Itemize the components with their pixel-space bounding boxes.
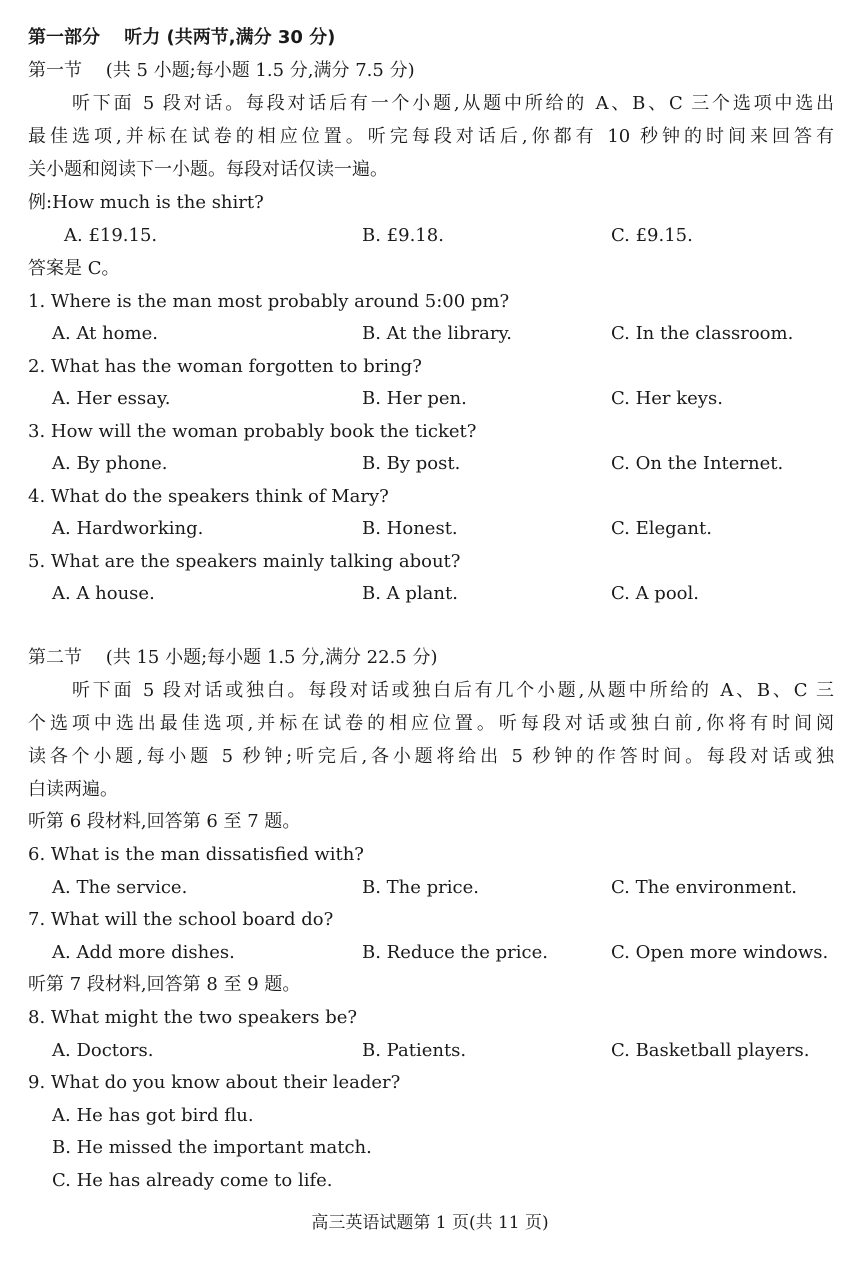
option-a: A. Add more dishes. [52,942,235,963]
option-b: B. The price. [362,877,479,898]
question-4: 4. What do the speakers think of Mary? [28,486,389,507]
option-b: B. Patients. [362,1040,467,1061]
example-option-c: C. £9.15. [611,225,693,246]
question-1: 1. Where is the man most probably around 5:00 pm? [28,291,510,312]
option-a: A. Her essay. [52,388,171,409]
question-8: 8. What might the two speakers be? [28,1007,358,1028]
question-9-option-c [0,1165,860,1197]
option-c: C. Open more windows. [611,942,829,963]
option-a: A. Hardworking. [52,518,204,539]
question-3: 3. How will the woman probably book the ticket? [28,421,477,442]
option-a: A. A house. [52,583,155,604]
section2-instruction-line-1: 听下面 5 段对话或独白。每段对话或独白后有几个小题,从题中所给的 A、B、C 三 [72,680,834,701]
option-a: A. He has got bird flu. [52,1105,254,1126]
option-c: C. Basketball players. [611,1040,810,1061]
option-a: A. At home. [52,323,158,344]
question-5: 5. What are the speakers mainly talking about? [28,551,461,572]
question-7-options [0,937,860,969]
example-question: 例:How much is the shirt? [28,192,264,213]
option-c: C. Elegant. [611,518,712,539]
option-c: C. Her keys. [611,388,723,409]
question-9-option-b [0,1132,860,1164]
section2-title: 第二节 (共 15 小题;每小题 1.5 分,满分 22.5 分) [28,647,438,668]
option-b: B. Reduce the price. [362,942,548,963]
option-a: A. By phone. [52,453,168,474]
option-c: C. In the classroom. [611,323,794,344]
question-6-options [0,872,860,904]
example-answer: 答案是 C。 [28,258,120,279]
material-7-heading: 听第 7 段材料,回答第 8 至 9 题。 [28,974,301,995]
question-6: 6. What is the man dissatisfied with? [28,844,364,865]
page-footer: 高三英语试题第 1 页(共 11 页) [311,1213,549,1233]
part-title: 第一部分 听力 (共两节,满分 30 分) [28,27,336,48]
question-9-option-a [0,1100,860,1132]
material-6-heading: 听第 6 段材料,回答第 6 至 7 题。 [28,811,301,832]
question-9: 9. What do you know about their leader? [28,1072,401,1093]
option-a: A. The service. [52,877,188,898]
question-2-options [0,383,860,415]
example-option-b: B. £9.18. [362,225,444,246]
option-a: A. Doctors. [52,1040,154,1061]
option-c: C. A pool. [611,583,699,604]
section2-instruction-line-4: 白读两遍。 [28,779,118,800]
option-b: B. Her pen. [362,388,467,409]
question-3-options [0,448,860,480]
question-7: 7. What will the school board do? [28,909,334,930]
question-1-options [0,318,860,350]
section2-instruction-line-3: 读各个小题,每小题 5 秒钟;听完后,各小题将给出 5 秒钟的作答时间。每段对话或独 [28,746,834,767]
option-b: B. At the library. [362,323,512,344]
section2-instruction-line-2: 个选项中选出最佳选项,并标在试卷的相应位置。听每段对话或独白前,你将有时间阅 [28,713,834,734]
section1-instruction-line-1: 听下面 5 段对话。每段对话后有一个小题,从题中所给的 A、B、C 三个选项中选出 [72,93,834,114]
question-2: 2. What has the woman forgotten to bring? [28,356,422,377]
option-b: B. He missed the important match. [52,1137,372,1158]
question-5-options [0,578,860,610]
section1-instruction-line-3: 关小题和阅读下一小题。每段对话仅读一遍。 [28,159,388,180]
section1-title: 第一节 (共 5 小题;每小题 1.5 分,满分 7.5 分) [28,60,415,81]
question-8-options [0,1035,860,1067]
example-option-a: A. £19.15. [64,225,158,246]
example-options [0,220,860,252]
option-c: C. He has already come to life. [52,1170,333,1191]
section1-instruction-line-2: 最佳选项,并标在试卷的相应位置。听完每段对话后,你都有 10 秒钟的时间来回答有 [28,126,834,147]
option-b: B. By post. [362,453,461,474]
option-c: C. The environment. [611,877,798,898]
option-b: B. Honest. [362,518,458,539]
question-4-options [0,513,860,545]
option-b: B. A plant. [362,583,458,604]
option-c: C. On the Internet. [611,453,784,474]
